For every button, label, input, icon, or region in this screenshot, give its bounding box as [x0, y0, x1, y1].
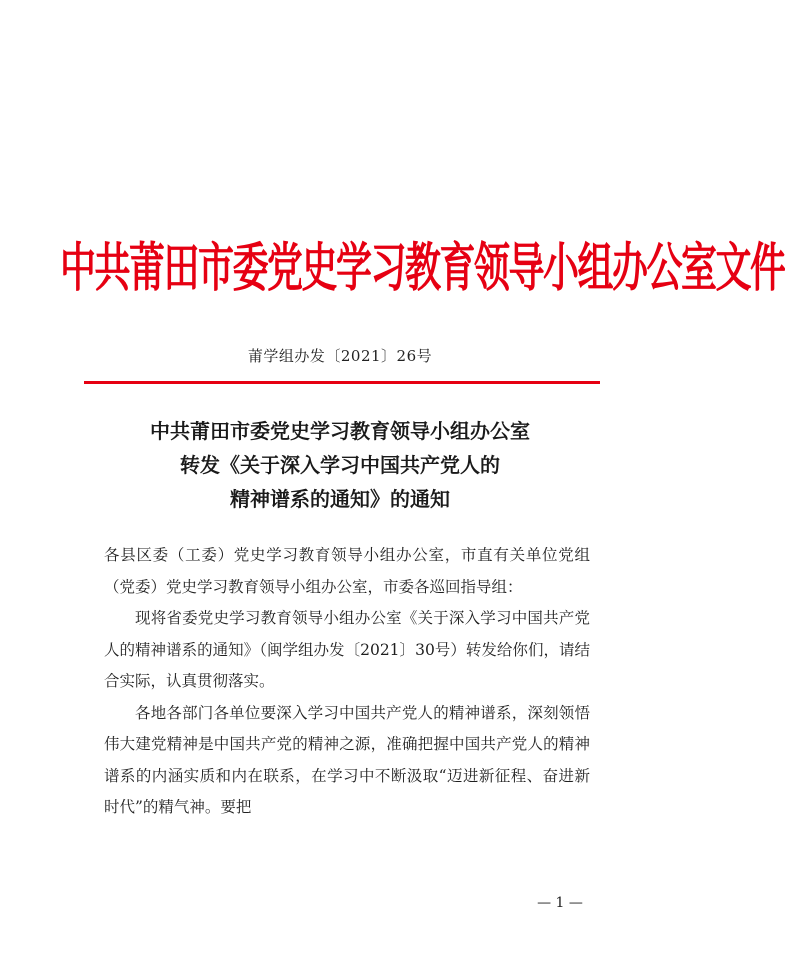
body-paragraph-1: 现将省委党史学习教育领导小组办公室《关于深入学习中国共产党人的精神谱系的通知》（闽学组办发〔2021〕30号）转发给你们，请结合实际，认真贯彻落实。: [104, 609, 590, 690]
title-line-3: 精神谱系的通知》的通知: [230, 487, 450, 511]
body-paragraph-2: 各地各部门各单位要深入学习中国共产党人的精神谱系，深刻领悟伟大建党精神是中国共产党的精神之源，准确把握中国共产党人的精神谱系的内涵实质和内在联系，在学习中不断汲取“迈进新征程、奋进新时代”的精气神。要把: [104, 703, 590, 816]
red-divider-line: [84, 381, 600, 384]
title-line-1: 中共莆田市委党史学习教育领导小组办公室: [150, 419, 530, 443]
document-title: [60, 414, 620, 516]
document-body: [104, 540, 590, 824]
title-line-2: 转发《关于深入学习中国共产党人的: [180, 453, 500, 477]
masthead-title: 中共莆田市委党史学习教育领导小组办公室文件: [60, 239, 785, 299]
addressee-paragraph: 各县区委（工委）党史学习教育领导小组办公室，市直有关单位党组（党委）党史学习教育领导小组办公室，市委各巡回指导组：: [104, 546, 590, 596]
document-number: 莆学组办发〔2021〕26号: [247, 347, 433, 365]
page-number: — 1 —: [537, 895, 583, 911]
